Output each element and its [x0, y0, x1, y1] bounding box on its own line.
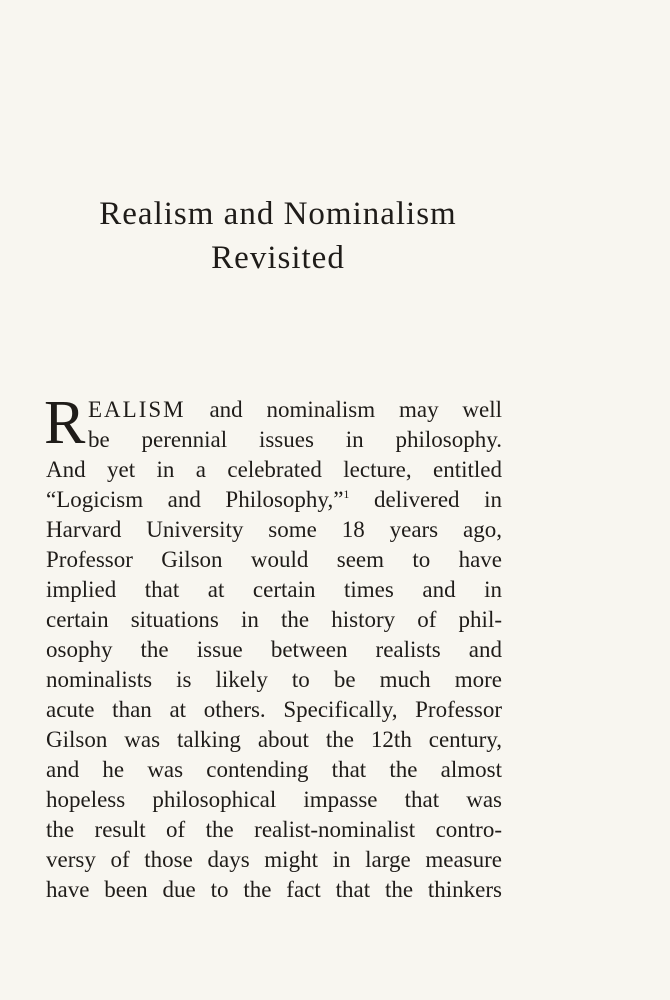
text-line-1	[46, 395, 502, 425]
first-word-small-caps: EALISM	[88, 397, 186, 422]
text-line-17: have been due to the fact that the thinkers	[46, 877, 502, 902]
text-line-10: nominalists is likely to be much more	[46, 667, 502, 692]
text-line-2: be perennial issues in philosophy.	[88, 427, 502, 452]
drop-cap: R	[44, 389, 86, 457]
text-line-6: Professor Gilson would seem to have	[46, 547, 502, 572]
page-title-line-1: Realism and Nominalism	[99, 196, 457, 232]
text-line-9: osophy the issue between realists and	[46, 637, 502, 662]
text-line-7: implied that at certain times and in	[46, 577, 502, 602]
text-line-11: acute than at others. Specifically, Professor	[46, 697, 502, 722]
page-title-line-2: Revisited	[211, 240, 345, 276]
lecture-title: “Logicism and Philosophy,”	[46, 487, 344, 512]
text-line-4-rest: delivered in	[349, 487, 502, 512]
text-line-12: Gilson was talking about the 12th century,	[46, 727, 502, 752]
text-line-5: Harvard University some 18 years ago,	[46, 517, 502, 542]
text-line-3: And yet in a celebrated lecture, entitled	[46, 457, 502, 482]
text-line-16: versy of those days might in large measure	[46, 847, 502, 872]
body-paragraph	[44, 389, 503, 905]
footnote-marker: 1	[343, 487, 350, 501]
text-line-4	[46, 485, 502, 515]
text-line-15: the result of the realist-nominalist contro-	[46, 817, 502, 842]
text-line-1-rest: and nominalism may well	[209, 397, 503, 422]
text-line-13: and he was contending that the almost	[46, 757, 502, 782]
text-line-8: certain situations in the history of phil-	[46, 607, 502, 632]
text-line-14: hopeless philosophical impasse that was	[46, 787, 502, 812]
